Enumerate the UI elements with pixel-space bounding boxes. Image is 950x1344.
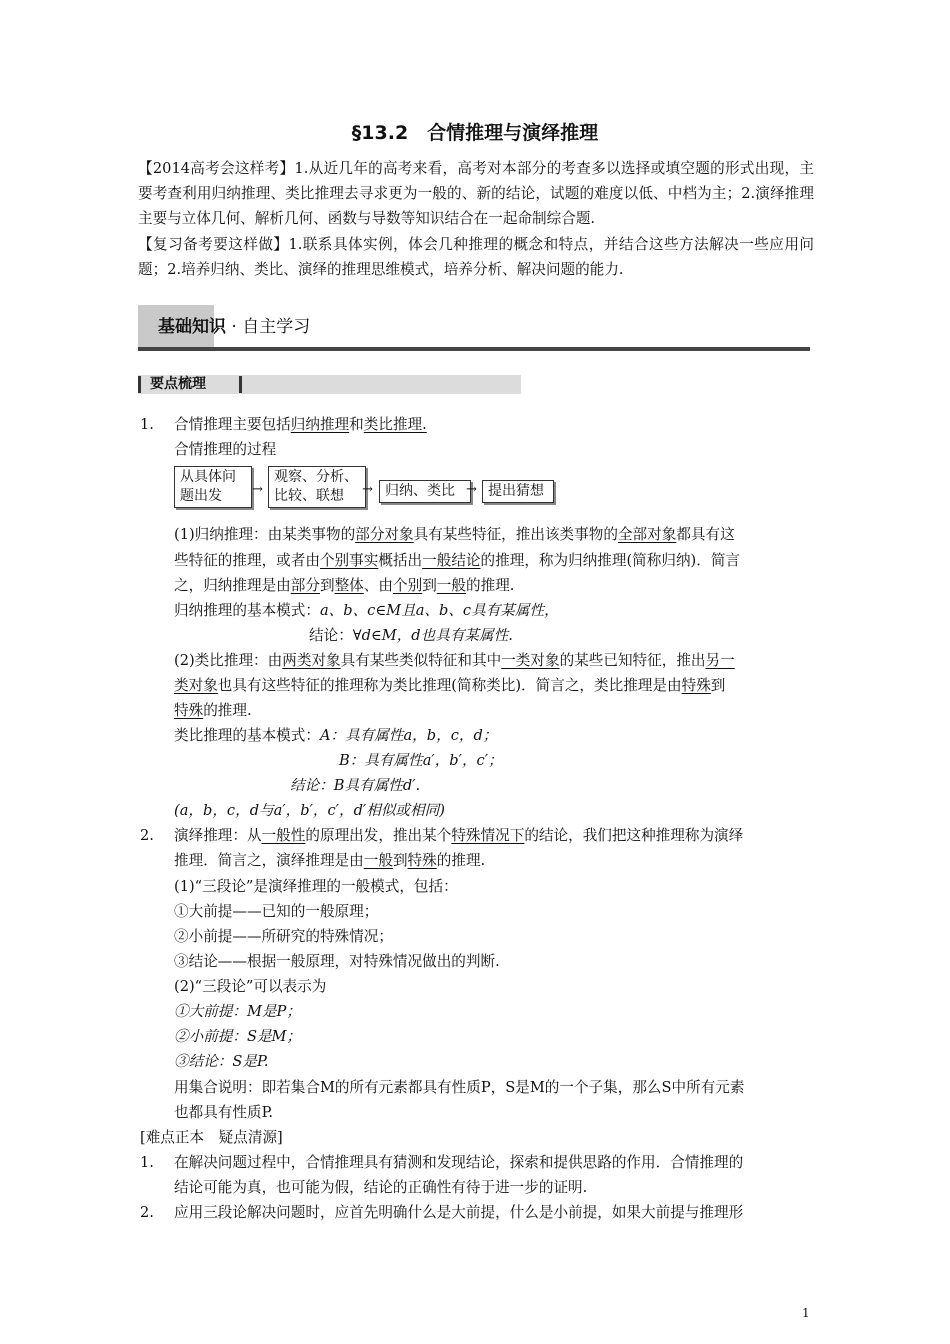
key-points-header xyxy=(138,375,521,394)
bar-left xyxy=(138,376,141,393)
diff-text-1a: 在解决问题过程中，合情推理具有猜测和发现结论，探索和提供思路的作用．合情推理的 xyxy=(174,1154,744,1171)
diff-text-1b: 结论可能为真，也可能为假，结论的正确性有待于进一步的证明. xyxy=(174,1179,588,1196)
set-explanation-2: 也都具有性质P. xyxy=(174,1104,274,1121)
flow-arrow: → xyxy=(466,482,477,497)
review-text: 1.联系具体实例，体会几种推理的概念和特点，并结合这些方法解决一些应用问题；2.培养归纳、类比、演绎的推理思维模式，培养分析、解决问题的能力. xyxy=(138,236,814,278)
flow-box-induce: 归纳、类比 xyxy=(379,480,471,503)
bar-right xyxy=(239,376,242,393)
analogy-line1: (2)类比推理：由两类对象具有某些类似特征和其中一类对象的某些已知特征，推出另一 xyxy=(174,652,735,669)
form-conclusion: ③结论：S是P. xyxy=(174,1053,269,1070)
syllogism-form: (2)“三段论”可以表示为 xyxy=(174,978,327,995)
page-title: §13.2 合情推理与演绎推理 xyxy=(351,122,599,144)
syllogism-intro: (1)“三段论”是演绎推理的一般模式，包括： xyxy=(174,878,458,895)
review-tag: 【复习备考要这样做】 xyxy=(138,236,289,253)
flow-arrow: → xyxy=(362,482,373,497)
exam-tag: 【2014高考会这样考】 xyxy=(138,160,295,177)
form-minor: ②小前提：S是M； xyxy=(174,1028,302,1045)
exam-text: 1.从近几年的高考来看，高考对本部分的考查多以选择或填空题的形式出现，主要考查利用归纳推理、类比推理去寻求更为一般的、新的结论，试题的难度以低、中档为主；2.演绎推理主要与立体几何、解析几何、函数与导数等知识结合在一起命制综合题. xyxy=(138,160,814,227)
syllogism-major: ①大前提——已知的一般原理； xyxy=(174,903,379,920)
induction-mode: 归纳推理的基本模式：a、b、c∈M且a、b、c具有某属性， xyxy=(174,602,559,619)
flow-box-conjecture: 提出猜想 xyxy=(482,480,554,503)
induction-line2: 些特征的推理，或者由个别事实概括出一般结论的推理，称为归纳推理(简称归纳)．简言 xyxy=(174,552,741,569)
induction-line1: (1)归纳推理：由某类事物的部分对象具有某些特征，推出该类事物的全部对象都具有这 xyxy=(174,526,735,543)
answer-induction: 归纳推理 xyxy=(290,416,350,433)
flow-box-observe: 观察、分析、 比较、联想 xyxy=(268,466,366,508)
answer-analogy: 类比推理. xyxy=(363,416,427,433)
analogy-note: (a，b，c，d与a′，b′，c′，d′相似或相同) xyxy=(174,802,445,819)
exam-intro xyxy=(138,156,814,231)
flow-box-start: 从具体问 题出发 xyxy=(174,466,252,508)
deduction-line2: 推理．简言之，演绎推理是由一般到特殊的推理. xyxy=(174,852,486,869)
diff-text-2a: 应用三段论解决问题时，应首先明确什么是大前提，什么是小前提，如果大前提与推理形 xyxy=(174,1204,744,1221)
s2-number: 2. xyxy=(140,827,154,844)
banner-bold: 基础知识 xyxy=(158,317,226,337)
induction-conclusion: 结论：∀d∈M，d也具有某属性. xyxy=(309,627,513,644)
s1-line1: 合情推理主要包括归纳推理和类比推理. xyxy=(174,416,427,433)
flow-arrow: → xyxy=(252,482,263,497)
section-banner xyxy=(138,305,810,351)
process-label: 合情推理的过程 xyxy=(174,441,277,458)
form-major: ①大前提：M是P； xyxy=(174,1003,301,1020)
analogy-line3: 特殊的推理. xyxy=(174,702,252,719)
banner-dot: · xyxy=(231,317,237,337)
difficulty-header: [难点正本 疑点清源] xyxy=(140,1129,283,1146)
induction-line3: 之，归纳推理是由部分到整体、由个别到一般的推理. xyxy=(174,577,515,594)
page-number: 1 xyxy=(802,1306,810,1320)
banner-title xyxy=(158,316,310,339)
diff-number-1: 1. xyxy=(140,1154,154,1171)
banner-rule xyxy=(138,347,810,351)
s1-number: 1. xyxy=(140,416,154,433)
banner-rest: 自主学习 xyxy=(242,317,311,337)
analogy-conclusion: 结论：B具有属性d′. xyxy=(290,777,421,794)
analogy-line2: 类对象也具有这些特征的推理称为类比推理(简称类比)．简言之，类比推理是由特殊到 xyxy=(174,677,726,694)
review-intro xyxy=(138,232,814,282)
syllogism-minor: ②小前提——所研究的特殊情况； xyxy=(174,928,393,945)
analogy-mode-b: B：具有属性a′，b′，c′； xyxy=(339,752,503,769)
key-points-label: 要点梳理 xyxy=(150,376,206,392)
deduction-line1: 演绎推理：从一般性的原理出发，推出某个特殊情况下的结论，我们把这种推理称为演绎 xyxy=(174,827,744,844)
diff-number-2: 2. xyxy=(140,1204,154,1221)
set-explanation-1: 用集合说明：即若集合M的所有元素都具有性质P，S是M的一个子集，那么S中所有元素 xyxy=(174,1079,745,1096)
analogy-mode: 类比推理的基本模式：A：具有属性a，b，c，d； xyxy=(174,727,498,744)
syllogism-conclusion: ③结论——根据一般原理，对特殊情况做出的判断. xyxy=(174,953,500,970)
